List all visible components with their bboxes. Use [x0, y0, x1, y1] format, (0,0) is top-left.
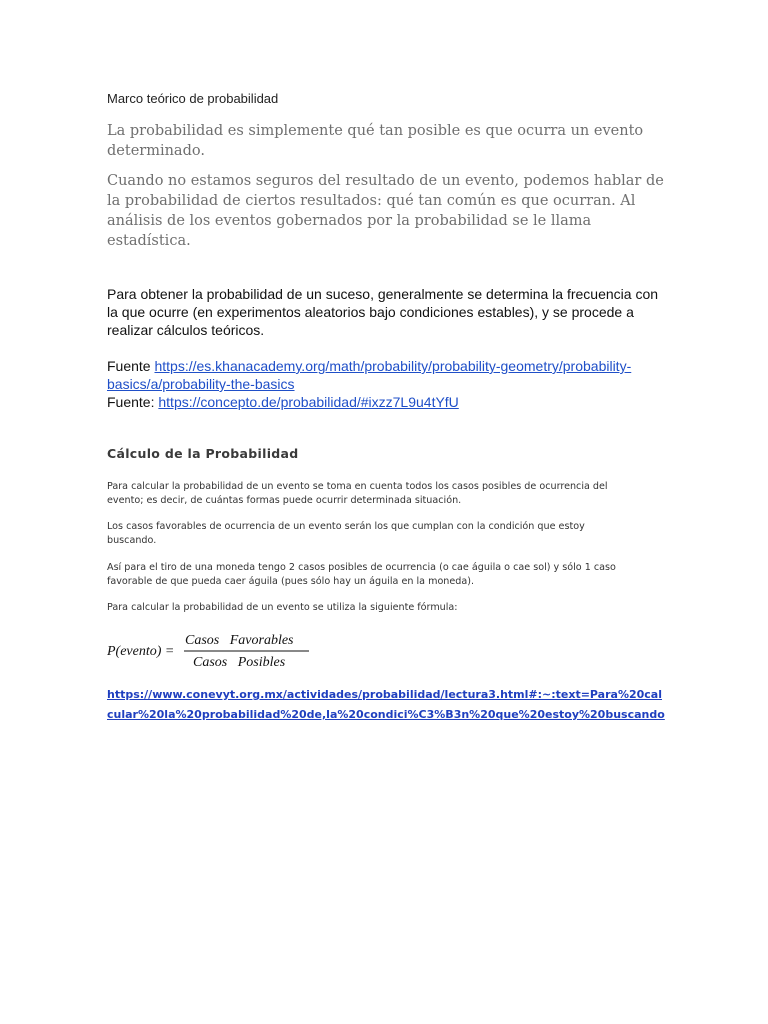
- source-label: Fuente: [107, 358, 155, 374]
- calc-paragraph-3: Así para el tiro de una moneda tengo 2 casos posibles de ocurrencia (o cae águila o cae sol) y sólo 1 caso favorable de que pueda caer águila (pues sólo hay un águila en la moneda).: [107, 562, 616, 587]
- source-line-2: [107, 393, 637, 411]
- formula-denominator: Casos Posibles: [193, 655, 286, 670]
- formula-lhs: P(evento) =: [107, 644, 175, 659]
- calc-paragraph-4: Para calcular la probabilidad de un evento se utiliza la siguiente fórmula:: [107, 602, 458, 613]
- conevyt-link[interactable]: https://www.conevyt.org.mx/actividades/probabilidad/lectura3.html#:~:text=Para%20calcular%20la%20probabilidad%20de,la%20condici%C3%B3n%20que%20estoy%20buscando: [107, 688, 665, 721]
- sources-block: [107, 357, 637, 411]
- calc-paragraph-2: Los casos favorables de ocurrencia de un evento serán los que cumplan con la condición que estoy buscando.: [107, 521, 585, 546]
- concepto-link[interactable]: https://concepto.de/probabilidad/#ixzz7L9u4tYfU: [158, 394, 459, 410]
- calculation-title: Cálculo de la Probabilidad: [107, 446, 299, 461]
- frequency-paragraph: Para obtener la probabilidad de un suceso, generalmente se determina la frecuencia con la que ocurre (en experimentos aleatorios bajo condiciones estables), y se procede a realizar cálculos teóricos.: [107, 286, 659, 338]
- section-heading: Marco teórico de probabilidad: [107, 91, 279, 106]
- calc-paragraph-1: Para calcular la probabilidad de un evento se toma en cuenta todos los casos posibles de ocurrencia del evento; es decir, de cuántas formas puede ocurrir determinada situación.: [107, 481, 608, 506]
- khanacademy-link[interactable]: https://es.khanacademy.org/math/probability/probability-geometry/probability-basics/a/probability-the-basics: [107, 358, 632, 392]
- formula-numerator: Casos Favorables: [185, 633, 294, 648]
- probability-formula: [107, 628, 327, 674]
- source-line-1: [107, 357, 637, 393]
- intro-paragraph: La probabilidad es simplemente qué tan posible es que ocurra un evento determinado.: [107, 123, 644, 159]
- source-label: Fuente:: [107, 394, 159, 410]
- uncertainty-paragraph: Cuando no estamos seguros del resultado de un evento, podemos hablar de la probabilidad de ciertos resultados: qué tan común es que ocurran. Al análisis de los eventos gobernados por la probabilidad se le llama estadística.: [107, 173, 664, 249]
